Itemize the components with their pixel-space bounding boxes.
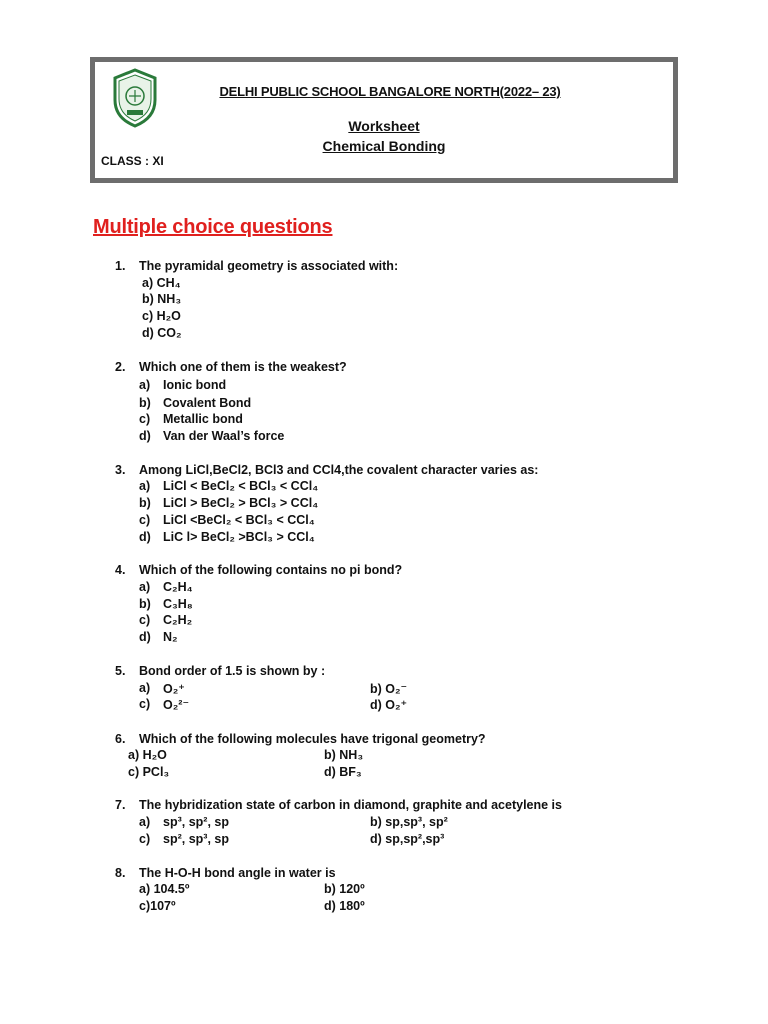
worksheet-title: Worksheet	[348, 118, 420, 134]
option-7c	[139, 832, 229, 846]
option-8b: b) 120º	[324, 882, 365, 896]
option-label: c)	[139, 697, 151, 711]
question-number: 2.	[115, 360, 126, 374]
option-text: LiC l> BeCl₂ >BCl₃ > CCl₄	[163, 530, 315, 544]
option-4d	[139, 630, 178, 644]
worksheet-subject: Chemical Bonding	[322, 138, 446, 154]
question-number: 5.	[115, 664, 126, 678]
option-label: a)	[139, 479, 151, 493]
option-2c	[139, 412, 243, 426]
option-6d: d) BF₃	[324, 765, 362, 779]
option-text: Ionic bond	[163, 378, 227, 392]
option-text: C₃H₈	[163, 597, 193, 611]
option-2b	[139, 396, 252, 410]
option-7b: b) sp,sp³, sp²	[370, 815, 448, 829]
option-4b	[139, 597, 193, 611]
option-1b: b) NH₃	[142, 292, 182, 306]
option-3a	[139, 479, 319, 493]
question-text: The H-O-H bond angle in water is	[139, 866, 336, 880]
option-label: c)	[139, 513, 151, 527]
question-number: 4.	[115, 563, 126, 577]
option-5b: b) O₂⁻	[370, 682, 408, 696]
option-label: c)	[139, 613, 151, 627]
option-text: N₂	[163, 630, 178, 644]
option-label: b)	[139, 496, 151, 510]
option-label: a)	[139, 681, 151, 695]
option-2d	[139, 429, 285, 443]
question-number: 1.	[115, 259, 126, 273]
option-8c: c)107º	[139, 899, 176, 913]
question-number: 6.	[115, 732, 126, 746]
question-text: Which one of them is the weakest?	[139, 360, 347, 374]
question-text: The hybridization state of carbon in diamond, graphite and acetylene is	[139, 798, 562, 812]
option-8a: a) 104.5º	[139, 882, 190, 896]
option-label: c)	[139, 412, 151, 426]
option-4c	[139, 613, 193, 627]
option-text: LiCl > BeCl₂ > BCl₃ > CCl₄	[163, 496, 319, 510]
option-8d: d) 180º	[324, 899, 365, 913]
option-6a: a) H₂O	[128, 748, 167, 762]
option-3c	[139, 513, 315, 527]
option-label: a)	[139, 815, 151, 829]
option-label: d)	[139, 530, 151, 544]
option-3b	[139, 496, 319, 510]
section-heading: Multiple choice questions	[93, 216, 333, 238]
option-5a	[139, 681, 185, 696]
option-1a: a) CH₄	[142, 276, 181, 290]
question-text: Among LiCl,BeCl2, BCl3 and CCl4,the covalent character varies as:	[139, 463, 539, 477]
option-7d: d) sp,sp²,sp³	[370, 832, 445, 846]
option-label: d)	[139, 429, 151, 443]
option-label: a)	[139, 378, 151, 392]
question-number: 8.	[115, 866, 126, 880]
option-7a	[139, 815, 229, 829]
option-3d	[139, 530, 315, 544]
option-label: b)	[139, 597, 151, 611]
option-text: O₂²⁻	[163, 698, 190, 712]
option-label: c)	[139, 832, 151, 846]
option-text: sp³, sp², sp	[163, 815, 229, 829]
option-text: Covalent Bond	[163, 396, 252, 410]
school-name: DELHI PUBLIC SCHOOL BANGALORE NORTH(2022– 23)	[219, 84, 561, 99]
option-text: LiCl <BeCl₂ < BCl₃ < CCl₄	[163, 513, 315, 527]
option-2a	[139, 378, 227, 392]
option-1c: c) H₂O	[142, 309, 181, 323]
question-text: Bond order of 1.5 is shown by :	[139, 664, 326, 678]
option-6b: b) NH₃	[324, 748, 364, 762]
question-text: The pyramidal geometry is associated with:	[139, 259, 399, 273]
option-text: sp², sp³, sp	[163, 832, 229, 846]
question-text: Which of the following contains no pi bond?	[139, 563, 403, 577]
option-1d: d) CO₂	[142, 326, 182, 340]
question-number: 3.	[115, 463, 126, 477]
option-text: Van der Waal’s force	[163, 429, 285, 443]
option-text: C₂H₂	[163, 613, 193, 627]
header-box	[90, 57, 678, 183]
option-text: LiCl < BeCl₂ < BCl₃ < CCl₄	[163, 479, 319, 493]
question-text: Which of the following molecules have trigonal geometry?	[139, 732, 486, 746]
class-label: CLASS : XI	[101, 154, 164, 168]
option-4a	[139, 580, 193, 594]
option-5c	[139, 697, 190, 712]
option-6c: c) PCl₃	[128, 765, 170, 779]
option-text: Metallic bond	[163, 412, 243, 426]
option-5d: d) O₂⁺	[370, 698, 408, 712]
option-label: d)	[139, 630, 151, 644]
option-text: C₂H₄	[163, 580, 193, 594]
option-label: a)	[139, 580, 151, 594]
option-label: b)	[139, 396, 151, 410]
question-number: 7.	[115, 798, 126, 812]
option-text: O₂⁺	[163, 682, 185, 696]
